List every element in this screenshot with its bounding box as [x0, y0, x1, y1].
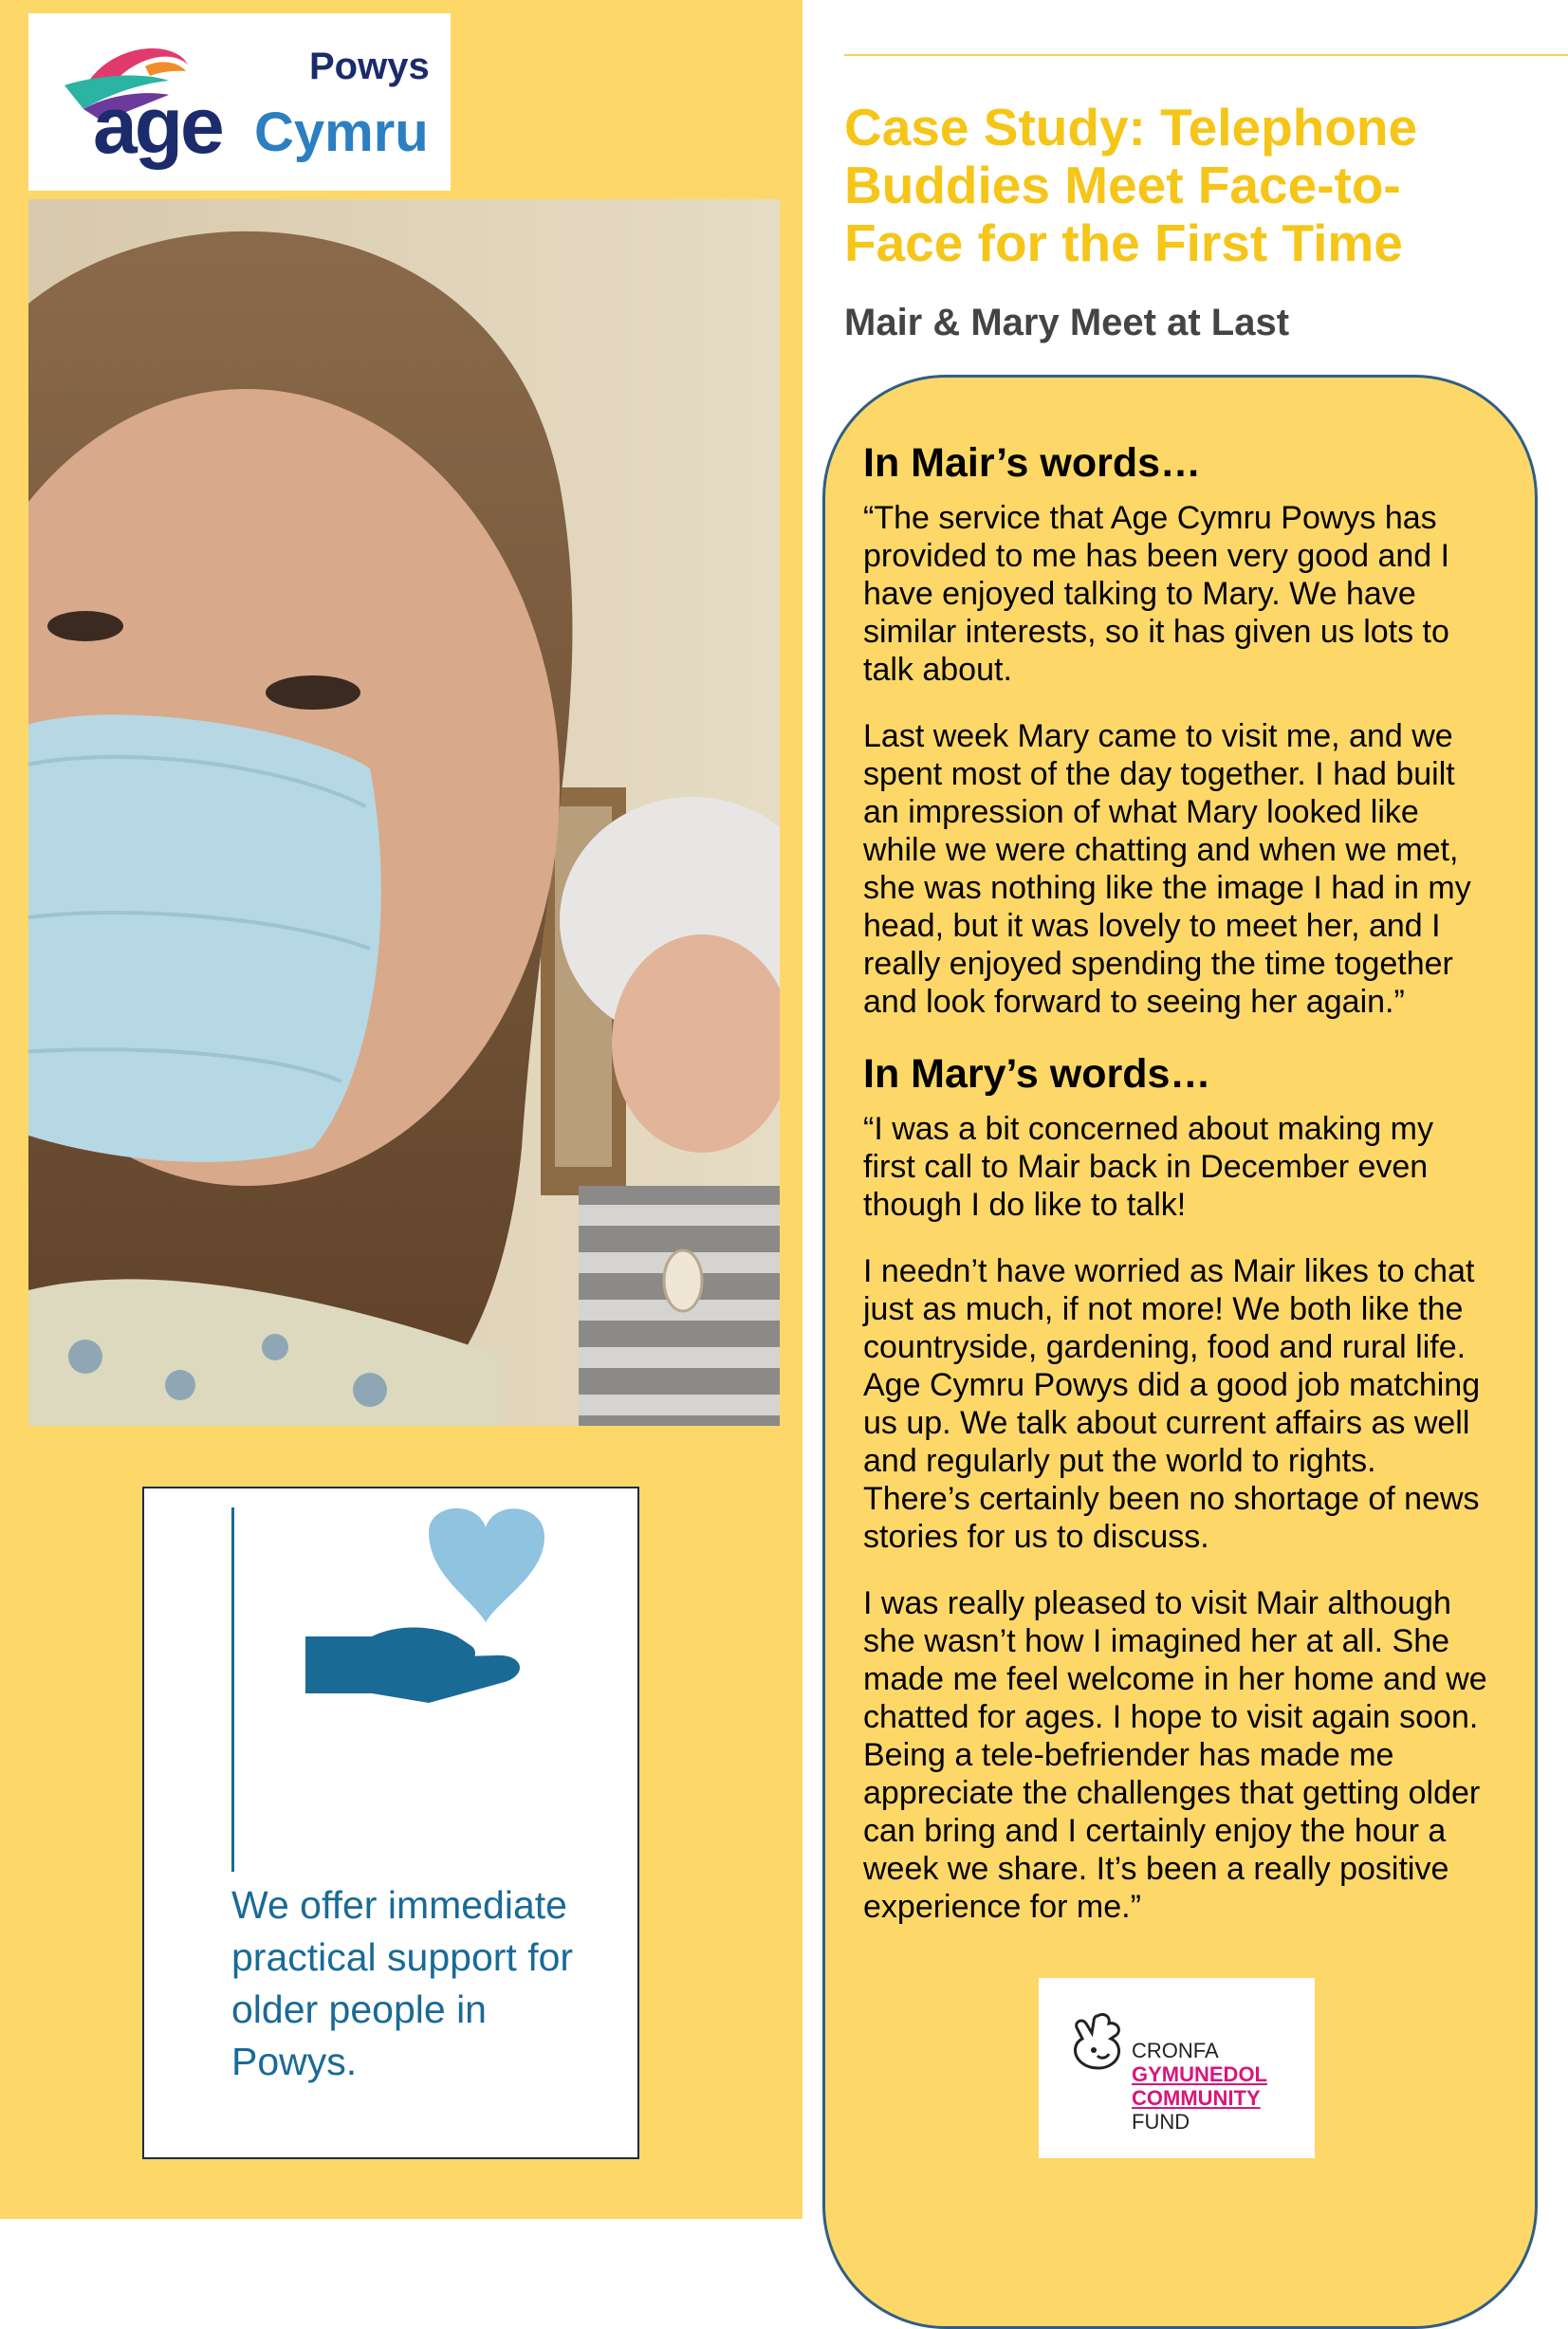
fund-line-cronfa: CRONFA — [1132, 2039, 1219, 2062]
mair-paragraph: “The service that Age Cymru Powys has provided to me has been very good and I have enjoyed talking to Mary. We have similar interests, so it has given us lots to talk about. — [863, 500, 1450, 688]
community-fund-logo — [1039, 1978, 1315, 2158]
fund-logo-text — [1132, 2039, 1267, 2134]
mair-heading: In Mair’s words… — [863, 440, 1202, 486]
story-content — [863, 438, 1489, 1954]
logo-region-text: Powys — [309, 46, 430, 87]
fund-line-community: COMMUNITY — [1132, 2086, 1261, 2110]
mary-paragraph: “I was a bit concerned about making my first call to Mair back in December even though I do like to talk! — [863, 1111, 1433, 1223]
logo-cymru-text: Cymru — [254, 102, 429, 163]
mary-paragraph: I was really pleased to visit Mair although she wasn’t how I imagined her at all. She made me feel welcome in her home and we chatted for ages. I hope to visit again soon. Being a tele-befriender has made me appreciate the challenges that getting older can bring and I certainly enjoy the hour a week we share. It’s been a really positive experience for me.” — [863, 1585, 1487, 1925]
lottery-hand-icon — [1069, 2010, 1130, 2077]
logo-age-text: age — [93, 81, 222, 170]
header-rule — [844, 54, 1568, 56]
support-card-text: We offer immediate practical support for older people in Powys. — [231, 1883, 574, 2083]
hand-heart-icon — [296, 1504, 562, 1722]
fund-line-fund: FUND — [1132, 2110, 1190, 2134]
age-cymru-logo — [28, 13, 451, 191]
left-column — [0, 0, 802, 2219]
mary-heading: In Mary’s words… — [863, 1051, 1211, 1097]
support-card — [142, 1487, 639, 2159]
page-subtitle: Mair & Mary Meet at Last — [844, 302, 1290, 343]
fund-line-gymunedol: GYMUNEDOL — [1132, 2062, 1267, 2086]
page-title: Case Study: Telephone Buddies Meet Face-to-Face for the First Time — [844, 98, 1418, 272]
card-vertical-rule — [231, 1507, 234, 1872]
mair-paragraph: Last week Mary came to visit me, and we spent most of the day together. I had built an impression of what Mary looked like while we were chatting and when we met, she was nothing like the image I had in my head, but it was lovely to meet her, and I really enjoyed spending the time together and look forward to seeing her again.” — [863, 718, 1471, 1020]
photo-two-women — [28, 199, 780, 1426]
mary-paragraph: I needn’t have worried as Mair likes to chat just as much, if not more! We both like the countryside, gardening, food and rural life. Age Cymru Powys did a good job matching us up. We talk about current affairs as well and regularly put the world to rights. There’s certainly been no shortage of news stories for us to discuss. — [863, 1253, 1481, 1555]
